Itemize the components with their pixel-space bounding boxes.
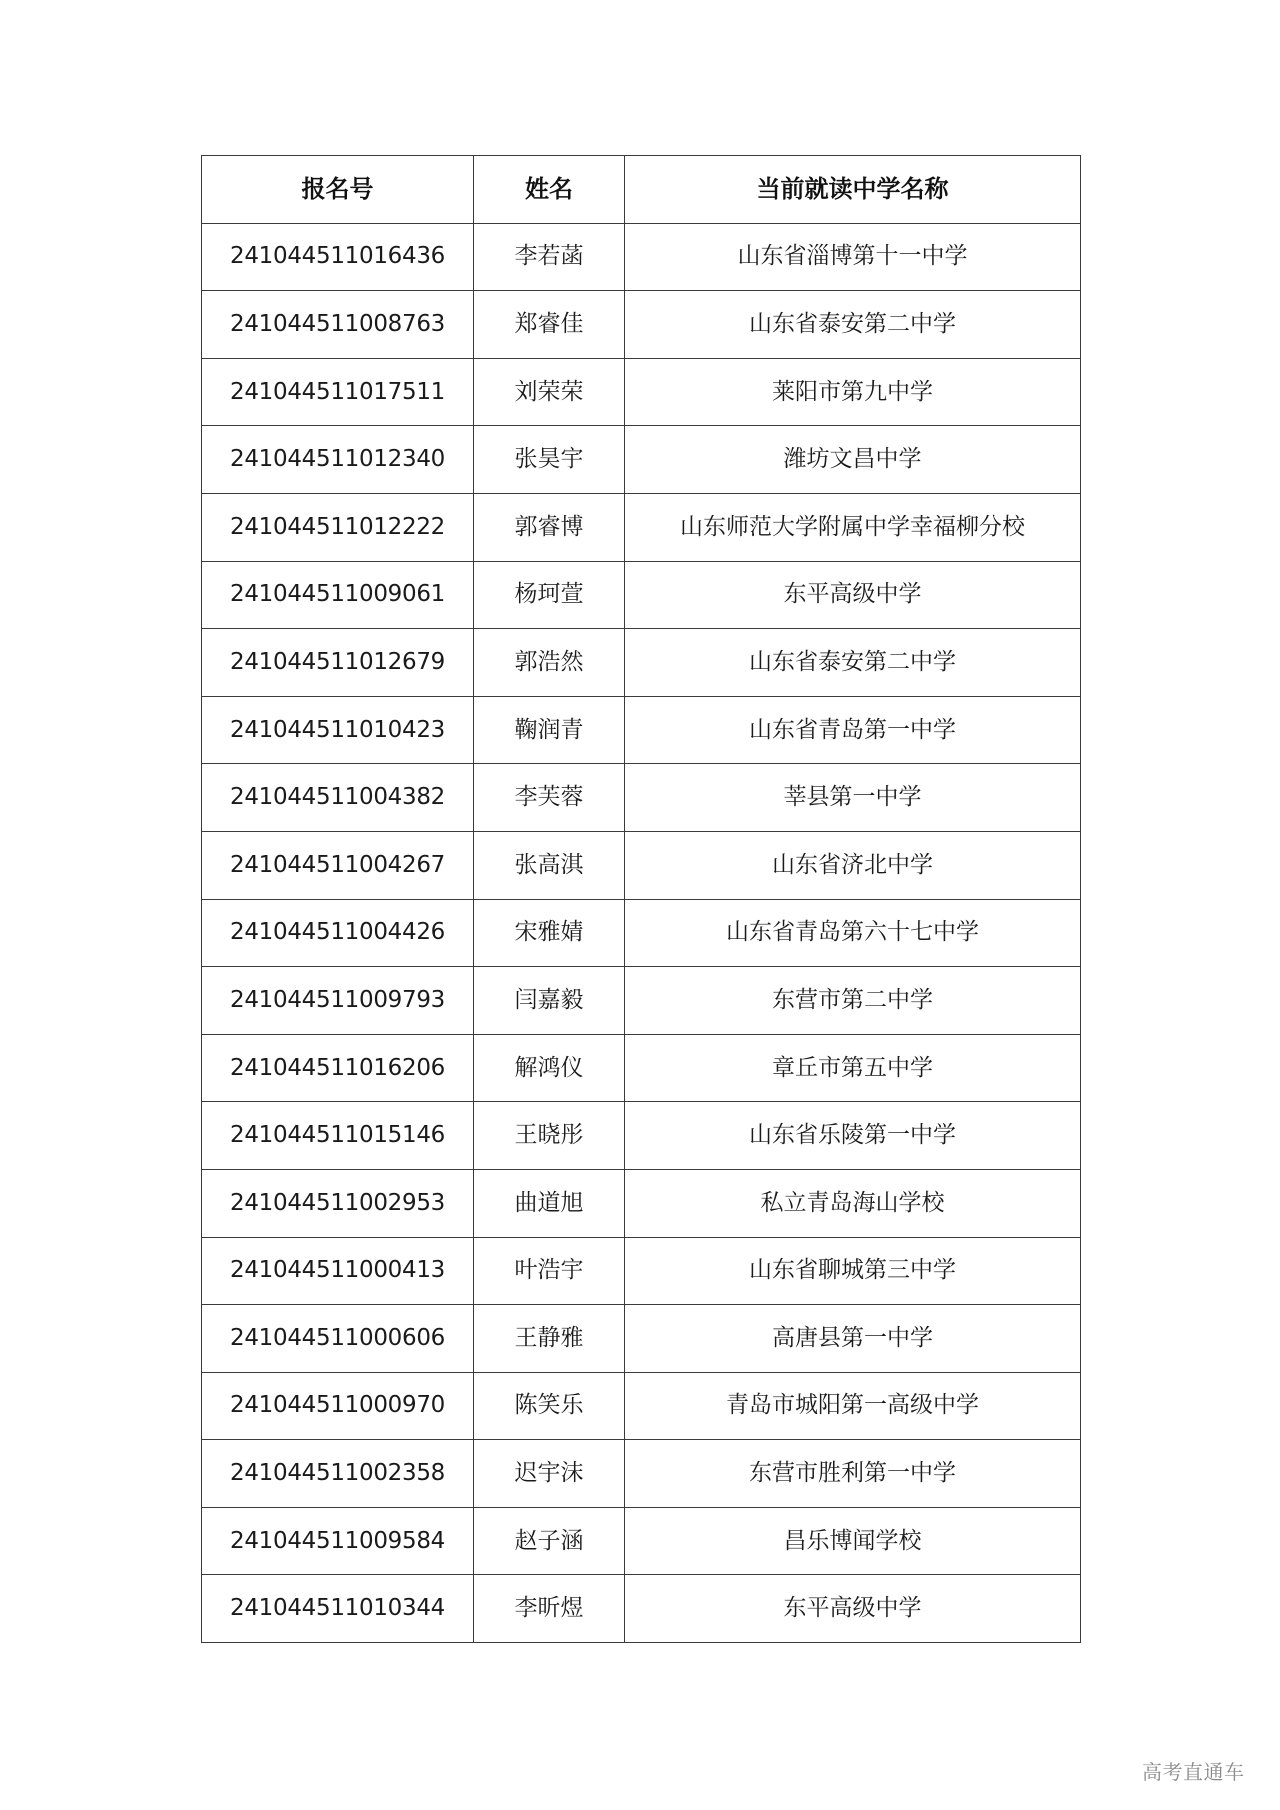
- student-name-cell: 张高淇: [474, 831, 625, 899]
- table-row: [202, 1169, 1081, 1237]
- table-row: [202, 1575, 1081, 1643]
- table-row: [202, 967, 1081, 1035]
- school-name-cell: 山东省济北中学: [625, 831, 1081, 899]
- table-row: [202, 358, 1081, 426]
- registration-number-cell: 241044511016436: [202, 223, 474, 291]
- registration-number-cell: 241044511002953: [202, 1169, 474, 1237]
- table-row: [202, 291, 1081, 359]
- school-name-cell: 山东省乐陵第一中学: [625, 1102, 1081, 1170]
- school-name-cell: 东营市第二中学: [625, 967, 1081, 1035]
- registration-number-cell: 241044511012679: [202, 629, 474, 697]
- registration-number-cell: 241044511012222: [202, 493, 474, 561]
- student-name-cell: 曲道旭: [474, 1169, 625, 1237]
- registration-number-cell: 241044511009793: [202, 967, 474, 1035]
- student-name-cell: 迟宇沫: [474, 1440, 625, 1508]
- student-name-cell: 鞠润青: [474, 696, 625, 764]
- school-name-cell: 莘县第一中学: [625, 764, 1081, 832]
- registration-number-cell: 241044511010344: [202, 1575, 474, 1643]
- table-header-row: [202, 156, 1081, 224]
- table-row: [202, 1237, 1081, 1305]
- school-name-cell: 山东省泰安第二中学: [625, 291, 1081, 359]
- registration-number-cell: 241044511004382: [202, 764, 474, 832]
- school-name-cell: 潍坊文昌中学: [625, 426, 1081, 494]
- table-body: [202, 223, 1081, 1642]
- table-row: [202, 1372, 1081, 1440]
- school-name-cell: 山东省聊城第三中学: [625, 1237, 1081, 1305]
- school-name-cell: 山东省淄博第十一中学: [625, 223, 1081, 291]
- student-name-cell: 李芙蓉: [474, 764, 625, 832]
- table-row: [202, 764, 1081, 832]
- school-name-cell: 东营市胜利第一中学: [625, 1440, 1081, 1508]
- table-row: [202, 629, 1081, 697]
- student-name-cell: 叶浩宇: [474, 1237, 625, 1305]
- registration-number-cell: 241044511004267: [202, 831, 474, 899]
- school-name-cell: 东平高级中学: [625, 1575, 1081, 1643]
- column-header-name: 姓名: [474, 156, 625, 224]
- student-name-cell: 张昊宇: [474, 426, 625, 494]
- student-name-cell: 解鸿仪: [474, 1034, 625, 1102]
- table-row: [202, 1305, 1081, 1373]
- student-name-cell: 赵子涵: [474, 1507, 625, 1575]
- student-name-cell: 王静雅: [474, 1305, 625, 1373]
- school-name-cell: 山东师范大学附属中学幸福柳分校: [625, 493, 1081, 561]
- registration-number-cell: 241044511000970: [202, 1372, 474, 1440]
- registration-number-cell: 241044511009061: [202, 561, 474, 629]
- table-row: [202, 831, 1081, 899]
- column-header-registration-number: 报名号: [202, 156, 474, 224]
- table-row: [202, 1507, 1081, 1575]
- table-row: [202, 1034, 1081, 1102]
- table-row: [202, 1440, 1081, 1508]
- student-name-cell: 闫嘉毅: [474, 967, 625, 1035]
- table-row: [202, 1102, 1081, 1170]
- registration-number-cell: 241044511010423: [202, 696, 474, 764]
- school-name-cell: 东平高级中学: [625, 561, 1081, 629]
- school-name-cell: 昌乐博闻学校: [625, 1507, 1081, 1575]
- student-name-cell: 郭浩然: [474, 629, 625, 697]
- school-name-cell: 山东省泰安第二中学: [625, 629, 1081, 697]
- registration-number-cell: 241044511009584: [202, 1507, 474, 1575]
- registration-number-cell: 241044511015146: [202, 1102, 474, 1170]
- registration-number-cell: 241044511008763: [202, 291, 474, 359]
- registration-number-cell: 241044511016206: [202, 1034, 474, 1102]
- student-name-cell: 陈笑乐: [474, 1372, 625, 1440]
- registration-number-cell: 241044511017511: [202, 358, 474, 426]
- student-name-cell: 刘荣荣: [474, 358, 625, 426]
- admission-list-table: [201, 155, 1081, 1643]
- school-name-cell: 高唐县第一中学: [625, 1305, 1081, 1373]
- table-row: [202, 493, 1081, 561]
- school-name-cell: 山东省青岛第一中学: [625, 696, 1081, 764]
- school-name-cell: 章丘市第五中学: [625, 1034, 1081, 1102]
- table-row: [202, 426, 1081, 494]
- school-name-cell: 山东省青岛第六十七中学: [625, 899, 1081, 967]
- registration-number-cell: 241044511002358: [202, 1440, 474, 1508]
- watermark-text: 高考直通车: [1142, 1760, 1245, 1784]
- table-row: [202, 899, 1081, 967]
- registration-number-cell: 241044511004426: [202, 899, 474, 967]
- school-name-cell: 青岛市城阳第一高级中学: [625, 1372, 1081, 1440]
- student-name-cell: 杨珂萱: [474, 561, 625, 629]
- student-name-cell: 宋雅婧: [474, 899, 625, 967]
- student-name-cell: 李若菡: [474, 223, 625, 291]
- table-row: [202, 561, 1081, 629]
- registration-number-cell: 241044511000606: [202, 1305, 474, 1373]
- student-name-cell: 郭睿博: [474, 493, 625, 561]
- table-row: [202, 696, 1081, 764]
- school-name-cell: 私立青岛海山学校: [625, 1169, 1081, 1237]
- school-name-cell: 莱阳市第九中学: [625, 358, 1081, 426]
- student-name-cell: 李昕煜: [474, 1575, 625, 1643]
- registration-number-cell: 241044511000413: [202, 1237, 474, 1305]
- student-name-cell: 王晓彤: [474, 1102, 625, 1170]
- student-name-cell: 郑睿佳: [474, 291, 625, 359]
- registration-number-cell: 241044511012340: [202, 426, 474, 494]
- column-header-school: 当前就读中学名称: [625, 156, 1081, 224]
- table-row: [202, 223, 1081, 291]
